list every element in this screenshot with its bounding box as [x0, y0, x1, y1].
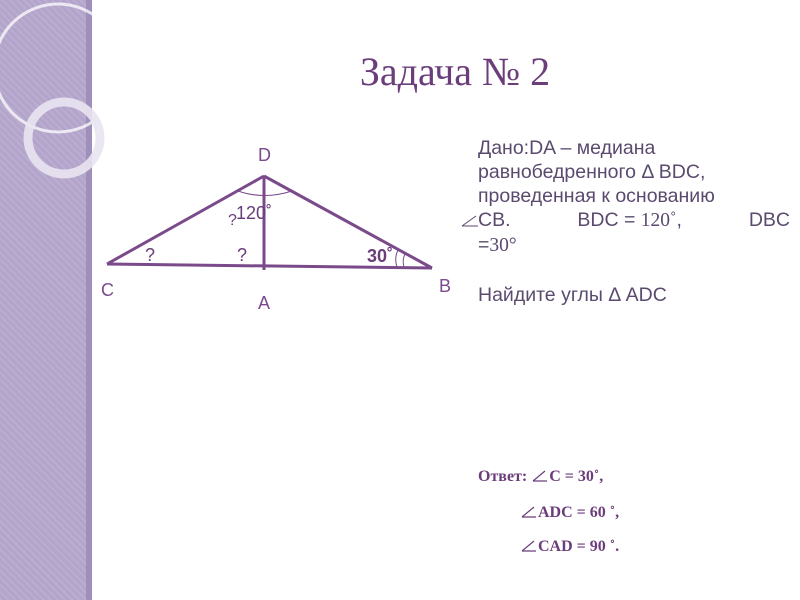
- given-line-2: равнобедренного Δ BDC,: [478, 161, 706, 183]
- answer-label: Ответ:: [478, 468, 528, 485]
- vertex-d-label: D: [258, 145, 271, 165]
- angle-icon: [531, 469, 549, 483]
- answer-angle-adc: ADC = 60 ˚,: [538, 504, 620, 521]
- angle-b-value: 30˚: [367, 246, 394, 266]
- given-line-4: [478, 208, 790, 233]
- angle-icon: [520, 505, 538, 519]
- answer-angle-cad: CAD = 90 ˚.: [538, 538, 620, 555]
- angle-d-unknown: ?: [228, 212, 237, 229]
- angle-b-arc: [396, 250, 398, 267]
- given-dbc-label: DBC: [748, 209, 790, 231]
- given-bdc-label: BDC =: [577, 209, 641, 231]
- answer-row-2: [520, 504, 619, 522]
- given-comma: ,: [676, 209, 682, 231]
- page-title: Задача № 2: [359, 49, 551, 94]
- given-line-5: [478, 233, 790, 258]
- angle-c-value: ?: [145, 245, 156, 265]
- vertex-c-label: C: [101, 280, 114, 300]
- given-bdc-value: 120˚: [640, 210, 677, 231]
- given-line-4-segment: [478, 208, 511, 233]
- answer-row-3: [520, 538, 619, 556]
- given-angle-bdc: [577, 208, 682, 233]
- triangle-diagram: [0, 0, 470, 330]
- vertex-a-label: A: [258, 293, 271, 313]
- given-line-3: проведенная к основанию: [478, 185, 715, 207]
- given-base-cb: CB.: [478, 209, 511, 231]
- angle-a-value: ?: [237, 245, 248, 265]
- given-line-1: Дано:DA – медиана: [478, 137, 656, 159]
- given-dbc-value: 30°: [489, 235, 517, 256]
- given-equals: =: [478, 234, 490, 256]
- vertex-b-label: B: [439, 276, 452, 296]
- side-db: [264, 176, 432, 268]
- given-text: [478, 136, 790, 258]
- question-text: Найдите углы Δ ADC: [478, 284, 667, 306]
- angle-b-arc-inner: [403, 254, 405, 267]
- answer-row-1: [478, 468, 603, 486]
- angle-d-value: 120˚: [236, 203, 273, 223]
- answer-angle-c: C = 30˚,: [549, 468, 604, 485]
- angle-icon: [520, 539, 538, 553]
